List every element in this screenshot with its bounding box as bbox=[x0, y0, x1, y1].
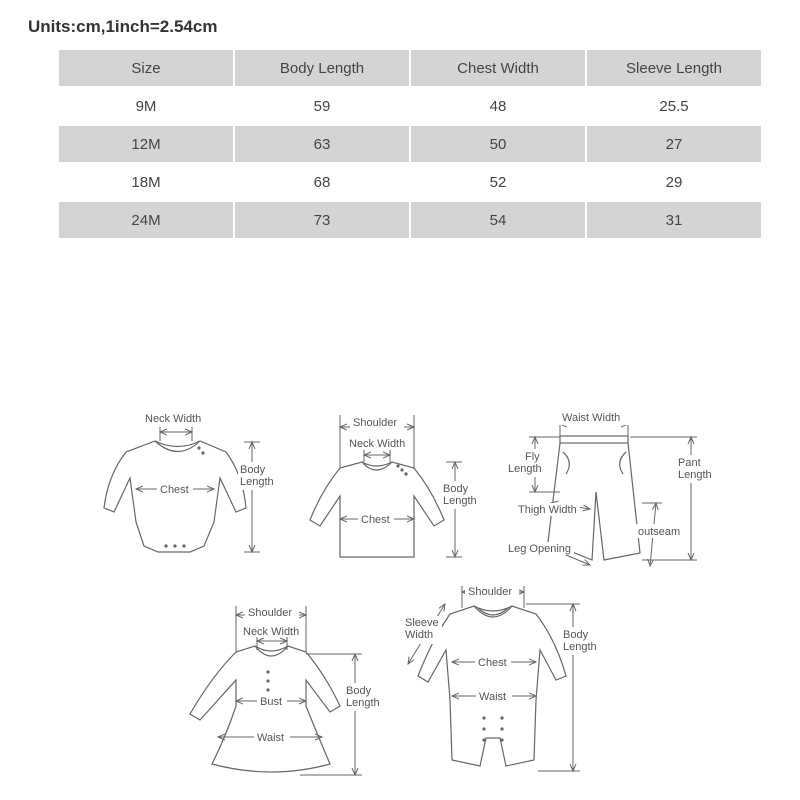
header-chest-width: Chest Width bbox=[411, 50, 585, 86]
header-body-length: Body Length bbox=[235, 50, 409, 86]
cell-size: 18M bbox=[59, 164, 233, 200]
header-size: Size bbox=[59, 50, 233, 86]
cell-body-length: 73 bbox=[235, 202, 409, 238]
neck-width-label: Neck Width bbox=[145, 413, 202, 425]
sleeve-width-label: Sleeve bbox=[405, 617, 439, 629]
pants-pocket-right bbox=[620, 452, 626, 474]
shoulder-label: Shoulder bbox=[248, 607, 293, 619]
chest-label: Chest bbox=[361, 514, 390, 526]
cell-size: 12M bbox=[59, 126, 233, 162]
dress-diagram bbox=[190, 606, 384, 775]
cell-size: 24M bbox=[59, 202, 233, 238]
cell-chest-width: 48 bbox=[411, 88, 585, 124]
body-length-label: Body bbox=[240, 464, 266, 476]
leg-opening-label: Leg Opening bbox=[508, 543, 571, 555]
bodysuit-outline bbox=[104, 441, 246, 552]
body-length-label-line2: Length bbox=[443, 495, 477, 507]
body-length-label: Body bbox=[346, 685, 372, 697]
body-length-label-line2: Length bbox=[346, 697, 380, 709]
cell-body-length: 68 bbox=[235, 164, 409, 200]
fly-length-label: Fly bbox=[525, 451, 540, 463]
fly-length-label-line2: Length bbox=[508, 463, 542, 475]
cell-body-length: 59 bbox=[235, 88, 409, 124]
bust-label: Bust bbox=[260, 696, 283, 708]
top-diagram bbox=[310, 415, 481, 557]
cell-chest-width: 52 bbox=[411, 164, 585, 200]
waist-width-label: Waist Width bbox=[562, 412, 621, 424]
dress-outline bbox=[190, 646, 340, 772]
cell-chest-width: 54 bbox=[411, 202, 585, 238]
body-length-label-line2: Length bbox=[240, 476, 274, 488]
units-note: Units:cm,1inch=2.54cm bbox=[28, 17, 218, 36]
cell-size: 9M bbox=[59, 88, 233, 124]
cell-body-length: 63 bbox=[235, 126, 409, 162]
cell-sleeve-length: 25.5 bbox=[587, 88, 761, 124]
shoulder-label: Shoulder bbox=[353, 417, 398, 429]
body-length-label: Body bbox=[563, 629, 589, 641]
shoulder-label: Shoulder bbox=[468, 586, 513, 598]
cell-sleeve-length: 31 bbox=[587, 202, 761, 238]
body-length-label-line2: Length bbox=[563, 641, 597, 653]
cell-sleeve-length: 27 bbox=[587, 126, 761, 162]
waist-label: Waist bbox=[257, 732, 285, 744]
body-length-label: Body bbox=[443, 483, 469, 495]
thigh-width-label: Thigh Width bbox=[518, 504, 577, 516]
header-sleeve-length: Sleeve Length bbox=[587, 50, 761, 86]
neck-width-label: Neck Width bbox=[243, 626, 300, 638]
pants-waistband bbox=[560, 436, 628, 443]
romper-diagram bbox=[402, 585, 601, 771]
sleeve-width-label-line2: Width bbox=[405, 629, 434, 641]
pants-pocket-left bbox=[563, 452, 569, 474]
bodysuit-diagram bbox=[104, 413, 278, 552]
pant-length-label: Pant bbox=[678, 457, 701, 469]
neck-width-label: Neck Width bbox=[349, 438, 406, 450]
chest-label: Chest bbox=[478, 657, 507, 669]
top-outline bbox=[310, 462, 444, 557]
waist-label: Waist bbox=[479, 691, 507, 703]
pants-diagram bbox=[506, 412, 716, 566]
chest-label: Chest bbox=[160, 484, 189, 496]
cell-sleeve-length: 29 bbox=[587, 164, 761, 200]
cell-chest-width: 50 bbox=[411, 126, 585, 162]
pant-length-label-line2: Length bbox=[678, 469, 712, 481]
outseam-label: outseam bbox=[638, 526, 681, 538]
